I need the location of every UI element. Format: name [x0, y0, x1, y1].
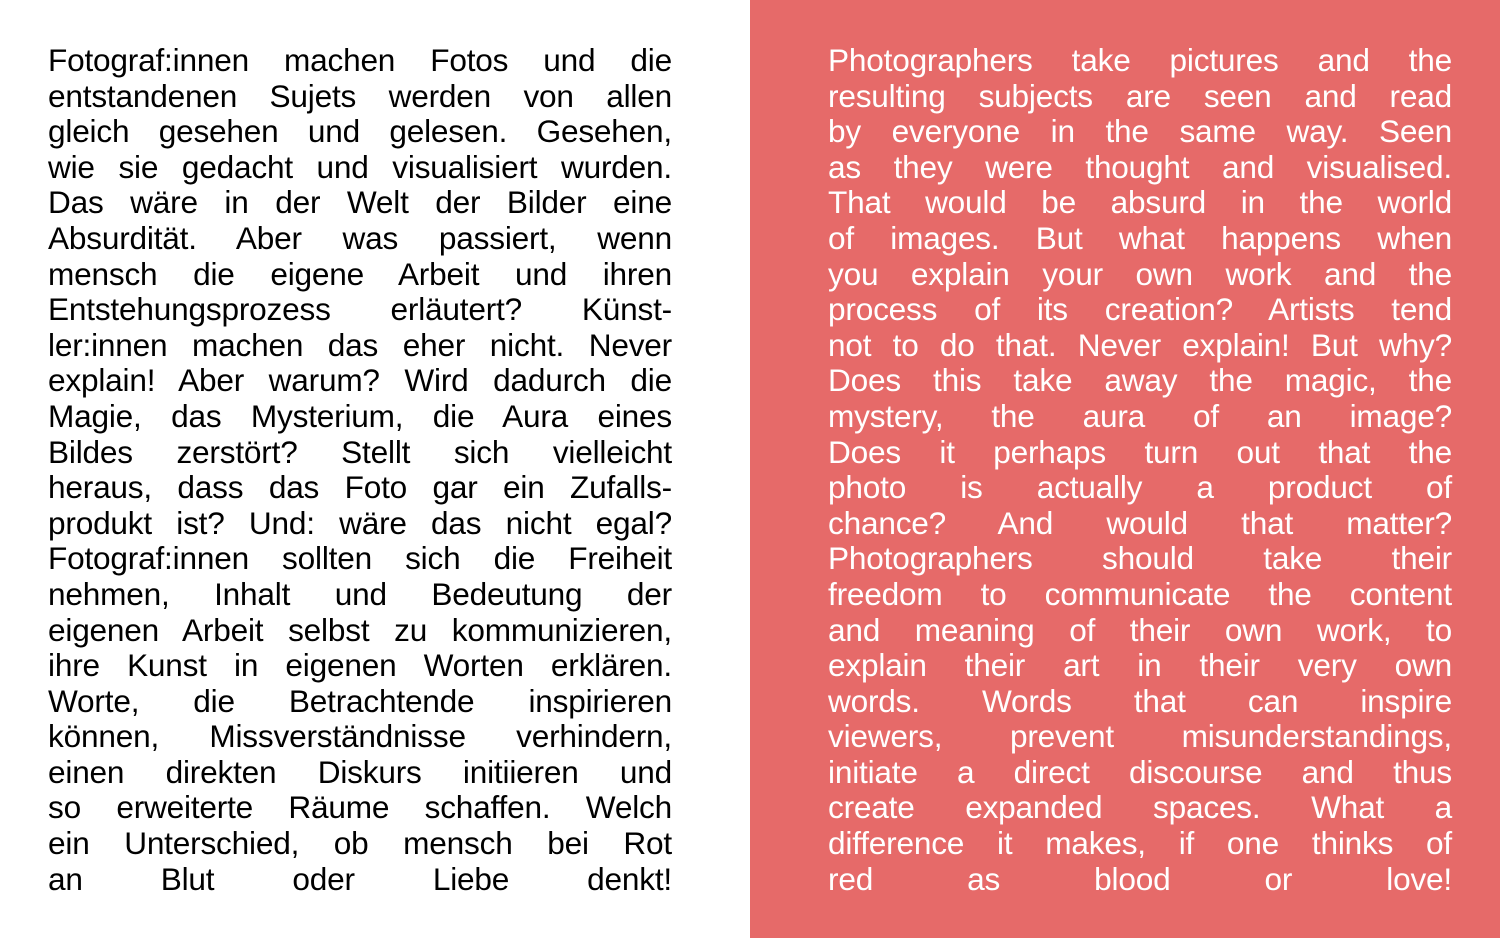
text-line: by everyone in the same way. Seen — [828, 113, 1452, 150]
text-line: heraus, dass das Foto gar ein Zufalls- — [48, 469, 672, 506]
text-line: viewers, prevent misunderstandings, — [828, 718, 1452, 755]
text-line: ler:innen machen das eher nicht. Never — [48, 326, 672, 363]
text-line: and meaning of their own work, to — [828, 611, 1452, 648]
text-line: können, Missverständnisse verhindern, — [48, 718, 672, 755]
text-line: freedom to communicate the content — [828, 575, 1452, 612]
text-line: Does this take away the magic, the — [828, 362, 1452, 399]
text-line: explain their art in their very own — [828, 647, 1452, 684]
right-page — [750, 0, 1500, 938]
text-line: an Blut oder Liebe denkt! — [48, 860, 672, 897]
text-line: Photographers take pictures and the — [828, 42, 1452, 78]
text-line: Das wäre in der Welt der Bilder eine — [48, 184, 672, 221]
text-line: chance? And would that matter? — [828, 504, 1452, 541]
text-line: gleich gesehen und gelesen. Gesehen, — [48, 113, 672, 150]
text-line: photo is actually a product of — [828, 469, 1452, 506]
text-line: Worte, die Betrachtende inspirieren — [48, 682, 672, 719]
text-line: einen direkten Diskurs initiieren und — [48, 753, 672, 790]
german-paragraph — [48, 43, 672, 897]
text-line: not to do that. Never explain! But why? — [828, 326, 1452, 363]
text-line: Photographers should take their — [828, 540, 1452, 577]
text-line: wie sie gedacht und visualisiert wurden. — [48, 148, 672, 185]
text-line: explain! Aber warum? Wird dadurch die — [48, 362, 672, 399]
text-line: entstandenen Sujets werden von allen — [48, 77, 672, 114]
text-line: Absurdität. Aber was passiert, wenn — [48, 219, 672, 256]
text-line: Fotograf:innen sollten sich die Freiheit — [48, 540, 672, 577]
text-line: process of its creation? Artists tend — [828, 291, 1452, 328]
text-line: red as blood or love! — [828, 860, 1452, 897]
text-line: ein Unterschied, ob mensch bei Rot — [48, 825, 672, 862]
text-line: as they were thought and visualised. — [828, 148, 1452, 185]
text-line: mystery, the aura of an image? — [828, 397, 1452, 434]
text-line: words. Words that can inspire — [828, 682, 1452, 719]
text-line: resulting subjects are seen and read — [828, 77, 1452, 114]
text-line: That would be absurd in the world — [828, 184, 1452, 221]
text-line: nehmen, Inhalt und Bedeutung der — [48, 575, 672, 612]
text-line: initiate a direct discourse and thus — [828, 753, 1452, 790]
text-line: difference it makes, if one thinks of — [828, 825, 1452, 862]
english-paragraph — [828, 43, 1452, 897]
text-line: Magie, das Mysterium, die Aura eines — [48, 397, 672, 434]
text-line: you explain your own work and the — [828, 255, 1452, 292]
text-line: Fotograf:innen machen Fotos und die — [48, 42, 672, 78]
text-line: ihre Kunst in eigenen Worten erklären. — [48, 647, 672, 684]
text-line: Entstehungsprozess erläutert? Künst- — [48, 291, 672, 328]
text-line: create expanded spaces. What a — [828, 789, 1452, 826]
text-line: Does it perhaps turn out that the — [828, 433, 1452, 470]
text-line: Bildes zerstört? Stellt sich vielleicht — [48, 433, 672, 470]
text-line: eigenen Arbeit selbst zu kommunizieren, — [48, 611, 672, 648]
text-line: so erweiterte Räume schaffen. Welch — [48, 789, 672, 826]
text-line: of images. But what happens when — [828, 219, 1452, 256]
text-line: mensch die eigene Arbeit und ihren — [48, 255, 672, 292]
text-line: produkt ist? Und: wäre das nicht egal? — [48, 504, 672, 541]
